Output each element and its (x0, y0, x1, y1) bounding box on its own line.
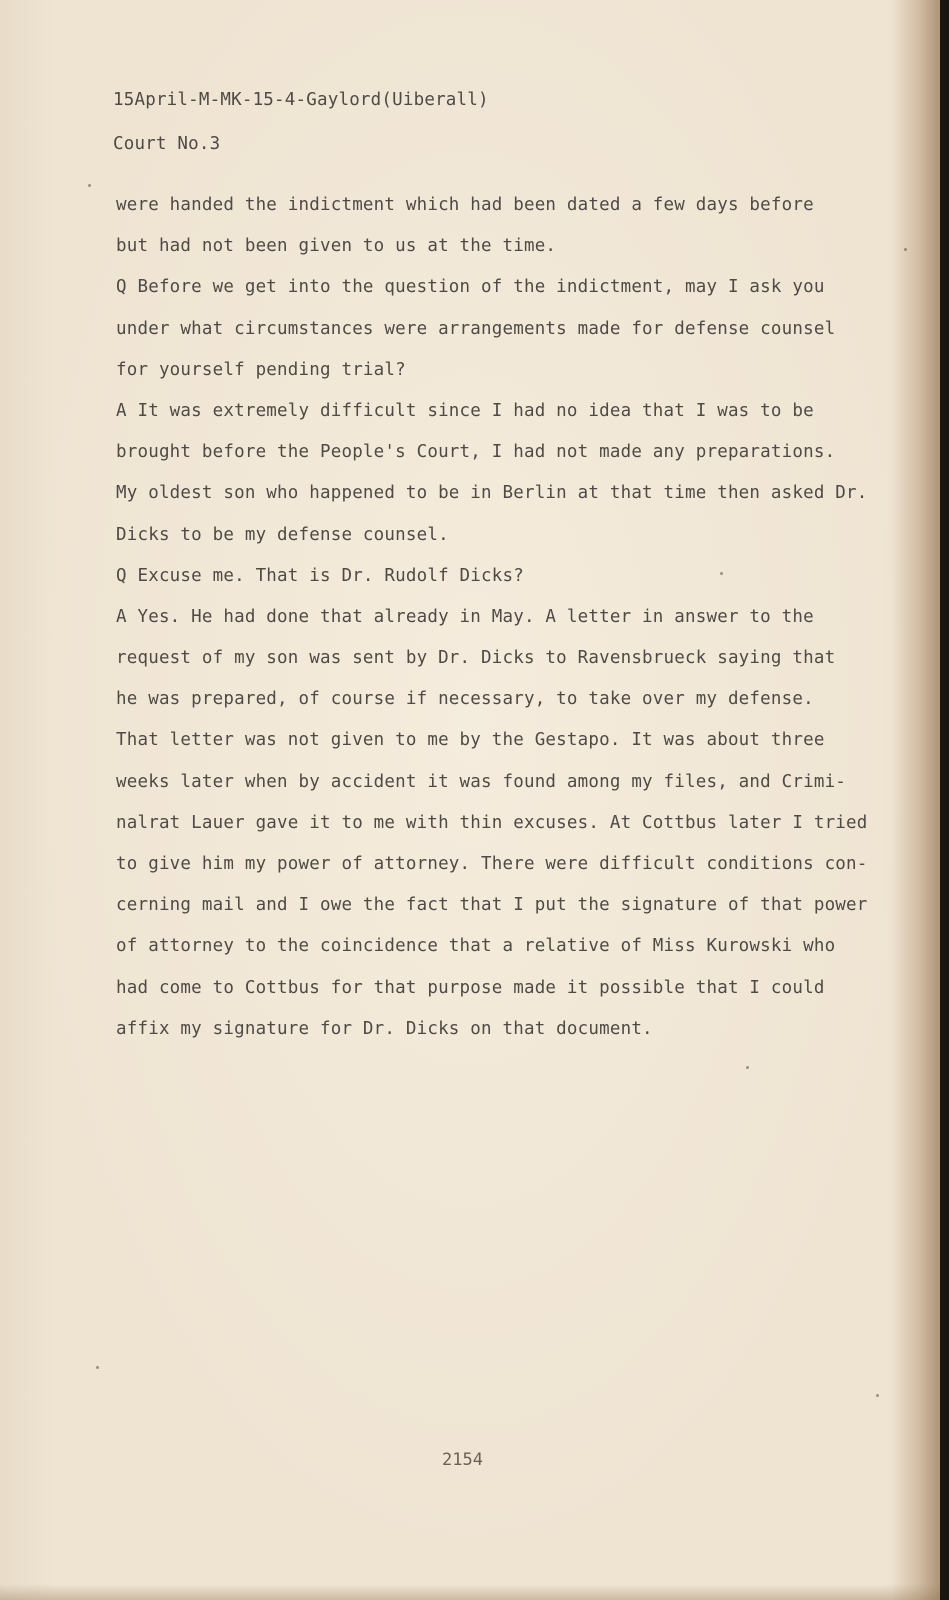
paper-speck (96, 1366, 99, 1369)
transcript-line: A Yes. He had done that already in May. A letter in answer to the (116, 606, 814, 627)
document-header: 15April-M-MK-15-4-Gaylord(Uiberall) (113, 90, 489, 110)
paper-speck (904, 248, 907, 251)
transcript-line: Q Excuse me. That is Dr. Rudolf Dicks? (116, 565, 524, 586)
transcript-line: Q Before we get into the question of the indictment, may I ask you (116, 277, 825, 298)
transcript-line: weeks later when by accident it was found among my files, and Crimi- (116, 771, 847, 792)
paper-speck (88, 184, 91, 187)
transcript-line: Dicks to be my defense counsel. (116, 524, 449, 545)
transcript-line: were handed the indictment which had been dated a few days before (116, 195, 814, 215)
transcript-line: for yourself pending trial? (116, 359, 406, 380)
transcript-line: That letter was not given to me by the Gestapo. It was about three (116, 730, 825, 751)
court-number: Court No.3 (113, 134, 221, 154)
paper-speck (720, 572, 723, 575)
transcript-line: to give him my power of attorney. There were difficult conditions con- (116, 854, 868, 874)
transcript-line: under what circumstances were arrangements made for defense counsel (116, 318, 836, 339)
transcript-line: of attorney to the coincidence that a relative of Miss Kurowski who (116, 936, 836, 957)
transcript-line: cerning mail and I owe the fact that I put the signature of that power (116, 895, 868, 916)
transcript-line: A It was extremely difficult since I had no idea that I was to be (116, 400, 814, 421)
page-bottom-shadow (0, 1584, 940, 1600)
transcript-line: affix my signature for Dr. Dicks on that document. (116, 1018, 653, 1039)
transcript-line: nalrat Lauer gave it to me with thin excuses. At Cottbus later I tried (116, 812, 868, 833)
transcript-line: he was prepared, of course if necessary, to take over my defense. (116, 689, 814, 710)
page-number: 2154 (442, 1450, 483, 1470)
transcript-line: request of my son was sent by Dr. Dicks to Ravensbrueck saying that (116, 648, 836, 669)
transcript-line: had come to Cottbus for that purpose made it possible that I could (116, 977, 825, 998)
transcript-body (116, 194, 868, 1059)
transcript-line: brought before the People's Court, I had not made any preparations. (116, 442, 836, 463)
transcript-line: My oldest son who happened to be in Berlin at that time then asked Dr. (116, 483, 868, 504)
paper-speck (746, 1066, 749, 1069)
paper-speck (876, 1394, 879, 1397)
transcript-line: but had not been given to us at the time. (116, 236, 557, 257)
page-edge-shadow (892, 0, 940, 1600)
